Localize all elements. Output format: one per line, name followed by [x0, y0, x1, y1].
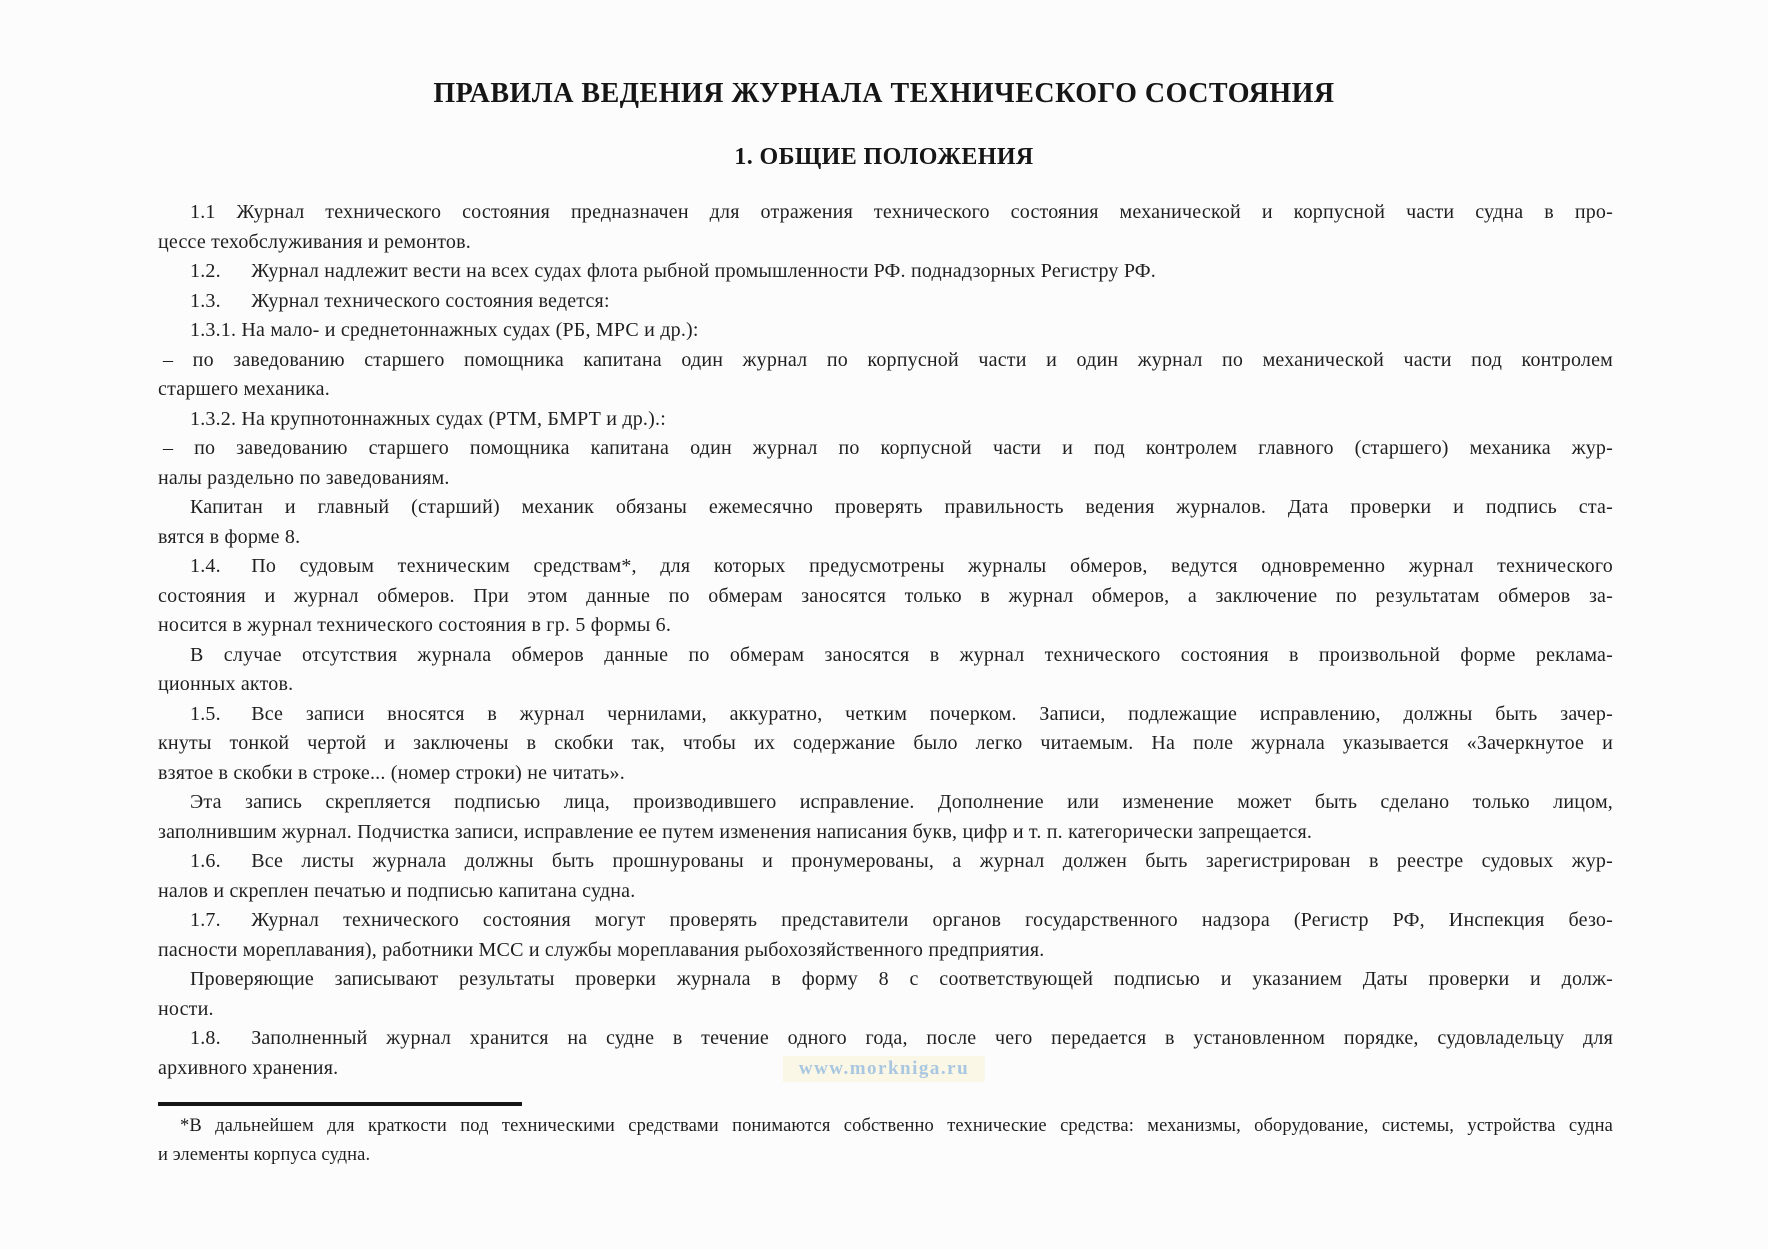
- text-line: вятся в форме 8.: [158, 525, 301, 548]
- footnote: [158, 1112, 1613, 1170]
- watermark: www.morkniga.ru: [783, 1056, 985, 1082]
- text-line: 1.6. Все листы журнала должны быть прошнурованы и пронумерованы, а журнал должен быть зарегистрирован в реестре судовых жур-: [190, 850, 1613, 872]
- text-line: архивного хранения.: [158, 1056, 339, 1079]
- text-line: – по заведованию старшего помощника капитана один журнал по корпусной части и под контролем главного (старшего) механика жур-: [163, 437, 1613, 459]
- text-line: В случае отсутствия журнала обмеров данные по обмерам заносятся в журнал технического состояния в произвольной форме реклама-: [190, 643, 1613, 666]
- text-line: 1.1 Журнал технического состояния предназначен для отражения технического состояния механической и корпусной части судна в про-: [190, 201, 1613, 223]
- footnote-line: и элементы корпуса судна.: [158, 1145, 371, 1165]
- text-line: цессе техобслуживания и ремонтов.: [158, 230, 471, 253]
- text-line: 1.8. Заполненный журнал хранится на судне в течение одного года, после чего передается в установленном порядке, судовладельцу для: [190, 1027, 1613, 1049]
- text-line: Проверяющие записывают результаты проверки журнала в форму 8 с соответствующей подписью и указанием Даты проверки и долж-: [190, 968, 1613, 990]
- text-line: кнуты тонкой чертой и заключены в скобки так, чтобы их содержание было легко читаемым. На поле журнала указывается «Зачеркнутое и: [158, 732, 1613, 754]
- text-line: пасности мореплавания), работники МСС и службы мореплавания рыбохозяйственного предприятия.: [158, 938, 1045, 961]
- text-line: ционных актов.: [158, 673, 294, 695]
- text-line: Эта запись скрепляется подписью лица, производившего исправление. Дополнение или изменение может быть сделано только лицом,: [190, 791, 1613, 813]
- document-body: [158, 198, 1613, 1083]
- text-line: Капитан и главный (старший) механик обязаны ежемесячно проверять правильность ведения журналов. Дата проверки и подпись ста-: [190, 496, 1613, 518]
- text-line: старшего механика.: [158, 378, 330, 400]
- text-line: взятое в скобки в строке... (номер строки) не читать».: [158, 761, 625, 784]
- text-line: заполнившим журнал. Подчистка записи, исправление ее путем изменения написания букв, цифр и т. п. категорически запрещается.: [158, 820, 1313, 843]
- text-line: налы раздельно по заведованиям.: [158, 466, 450, 489]
- text-line: носится в журнал технического состояния в гр. 5 формы 6.: [158, 614, 672, 636]
- footnote-line: *В дальнейшем для краткости под техническими средствами понимаются собственно технические средства: механизмы, оборудование, системы, устройства судна: [180, 1116, 1613, 1136]
- text-line: 1.3.2. На крупнотоннажных судах (РТМ, БМРТ и др.).:: [190, 407, 666, 430]
- text-line: 1.3.1. На мало- и среднетоннажных судах (РБ, МРС и др.):: [190, 319, 699, 341]
- text-line: 1.2. Журнал надлежит вести на всех судах флота рыбной промышленности РФ. поднадзорных Регистру РФ.: [190, 260, 1157, 282]
- footnote-separator-line: [158, 1102, 522, 1106]
- text-line: ности.: [158, 997, 214, 1020]
- section-heading: 1. ОБЩИЕ ПОЛОЖЕНИЯ: [734, 144, 1034, 170]
- text-line: налов и скреплен печатью и подписью капитана судна.: [158, 879, 636, 902]
- text-line: 1.3. Журнал технического состояния ведется:: [190, 289, 610, 312]
- text-line: 1.4. По судовым техническим средствам*, для которых предусмотрены журналы обмеров, ведутся одновременно журнал технического: [190, 555, 1613, 577]
- text-line: 1.7. Журнал технического состояния могут проверять представители органов государственного надзора (Регистр РФ, Инспекция безо-: [190, 909, 1613, 931]
- text-line: – по заведованию старшего помощника капитана один журнал по корпусной части и один журнал по механической части под контролем: [163, 348, 1613, 371]
- text-line: состояния и журнал обмеров. При этом данные по обмерам заносятся только в журнал обмеров, а заключение по результатам обмеров за-: [158, 584, 1613, 607]
- page-title: ПРАВИЛА ВЕДЕНИЯ ЖУРНАЛА ТЕХНИЧЕСКОГО СОСТОЯНИЯ: [433, 78, 1335, 109]
- text-line: 1.5. Все записи вносятся в журнал чернилами, аккуратно, четким почерком. Записи, подлежащие исправлению, должны быть зачер-: [190, 702, 1613, 725]
